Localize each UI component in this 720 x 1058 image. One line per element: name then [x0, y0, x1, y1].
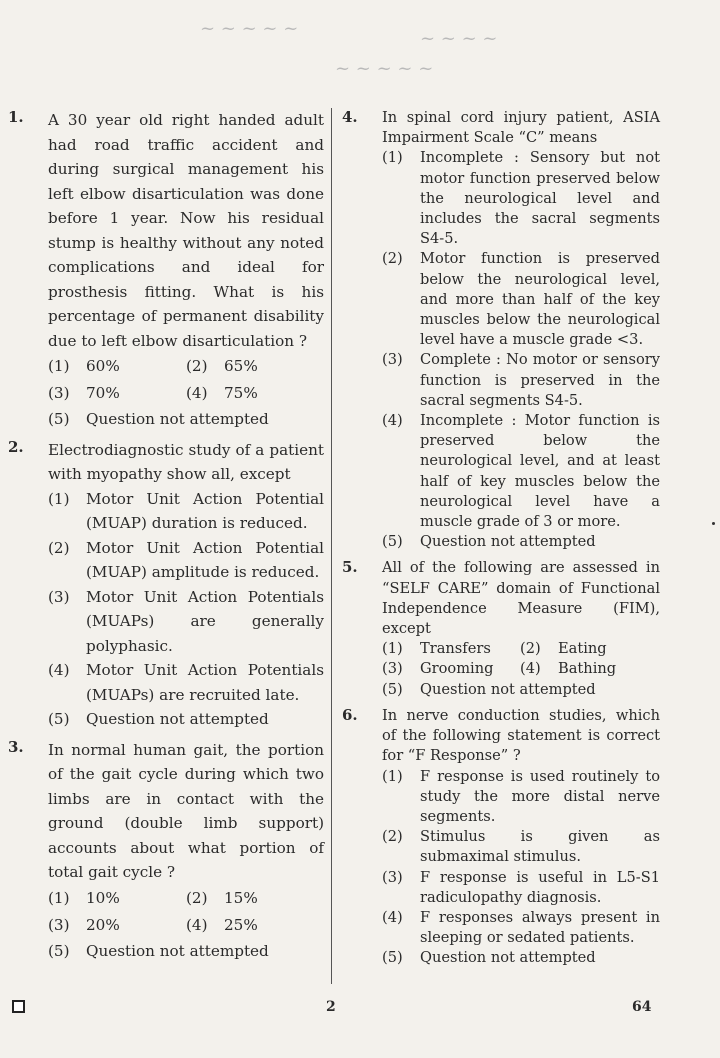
- option: [186, 353, 258, 380]
- option: [382, 948, 660, 968]
- option-text: Motor function is preserved below the neurological level, and more than half of the key muscles below the neurological level have a muscle grade <3.: [420, 250, 660, 349]
- option-number: (5): [48, 410, 70, 428]
- option-number: (1): [382, 640, 403, 658]
- option-text: Question not attempted: [86, 410, 269, 428]
- option: [48, 658, 324, 707]
- option-number: (2): [48, 538, 70, 557]
- option-number: (3): [48, 384, 70, 402]
- option: [382, 680, 660, 700]
- option: [48, 407, 324, 432]
- question-number: 6.: [342, 705, 358, 724]
- question-stem: Electrodiagnostic study of a patient with myopathy show all, except: [48, 440, 324, 483]
- option-text: Motor Unit Action Potential (MUAP) duration is reduced.: [86, 489, 324, 532]
- option-number: (2): [382, 828, 403, 846]
- margin-dot: [712, 522, 715, 525]
- option-number: (3): [382, 660, 403, 678]
- option-pair-row: [48, 912, 324, 939]
- option-text: Grooming: [420, 660, 494, 678]
- handwriting-scribble: ~ ~ ~ ~ ~: [335, 58, 434, 79]
- question-block: [8, 108, 324, 432]
- option-number: (3): [48, 915, 70, 934]
- option-text: Question not attempted: [420, 680, 596, 698]
- option: [382, 827, 660, 867]
- footer-square-mark: [12, 1000, 25, 1013]
- option: [186, 912, 258, 939]
- option: [186, 885, 258, 912]
- option: [186, 380, 258, 407]
- option-number: (3): [48, 587, 70, 606]
- option-pair-row: [48, 885, 324, 912]
- option: [382, 639, 520, 659]
- option-text: Motor Unit Action Potentials (MUAPs) are recruited late.: [86, 661, 324, 704]
- option-pair-row: [48, 353, 324, 380]
- option-text: Stimulus is given as submaximal stimulus.: [420, 828, 660, 866]
- question-stem: A 30 year old right handed adult had road traffic accident and during surgical management his left elbow disarticulation was done before 1 year. Now his residual stump is healthy without any noted complications and ideal for prosthesis fitting. What is his percentage of permanent disability due to left elbow disarticulation ?: [48, 111, 324, 350]
- left-column: [8, 108, 324, 969]
- question-block: [342, 108, 660, 552]
- option-text: 25%: [224, 915, 258, 934]
- right-column: [342, 108, 660, 975]
- option-text: F response is useful in L5-S1 radiculopathy diagnosis.: [420, 868, 660, 906]
- option-text: Question not attempted: [86, 941, 269, 960]
- option: [48, 487, 324, 536]
- option-text: Bathing: [558, 660, 617, 678]
- option: [382, 659, 520, 679]
- option: [48, 353, 186, 380]
- option-text: Transfers: [420, 640, 491, 658]
- column-divider: [331, 108, 332, 984]
- question-block: [342, 558, 660, 699]
- option: [382, 908, 660, 948]
- option-text: Motor Unit Action Potential (MUAP) amplitude is reduced.: [86, 538, 324, 581]
- option: [48, 912, 186, 939]
- question-block: [8, 738, 324, 964]
- option-number: (2): [186, 357, 208, 375]
- option-number: (1): [382, 767, 403, 785]
- option-number: (4): [520, 660, 541, 678]
- question-stem: All of the following are assessed in “SELF CARE” domain of Functional Independence Measure (FIM), except: [382, 559, 660, 638]
- option-text: 15%: [224, 888, 258, 907]
- option: [382, 532, 660, 552]
- option-text: Question not attempted: [86, 710, 269, 728]
- option: [48, 585, 324, 659]
- option-number: (5): [382, 533, 403, 551]
- option-number: (2): [520, 640, 541, 658]
- option: [382, 868, 660, 908]
- option-pair-row: [48, 380, 324, 407]
- page-number: 2: [326, 999, 336, 1015]
- option-number: (4): [48, 661, 70, 679]
- option-number: (3): [382, 868, 403, 886]
- option-number: (2): [382, 250, 403, 268]
- option-pair-row: [382, 659, 660, 679]
- option-number: (5): [382, 949, 403, 967]
- option-text: Incomplete : Motor function is preserved below the neurological level, and at least half of key muscles below the neurological level have a muscle grade of 3 or more.: [420, 412, 660, 531]
- option: [520, 659, 616, 679]
- question-stem: In nerve conduction studies, which of the following statement is correct for “F Response” ?: [382, 706, 660, 765]
- option-number: (1): [48, 888, 70, 907]
- question-number: 1.: [8, 108, 24, 126]
- option-text: Incomplete : Sensory but not motor function preserved below the neurological level and includes the sacral segments S4-5.: [420, 149, 660, 248]
- handwriting-scribble: ~ ~ ~ ~ ~: [200, 18, 299, 39]
- option-text: F responses always present in sleeping or sedated patients.: [420, 908, 660, 947]
- option: [48, 380, 186, 407]
- question-number: 5.: [342, 558, 358, 577]
- option-number: (4): [382, 412, 403, 430]
- option: [382, 767, 660, 828]
- option-number: (4): [382, 908, 403, 926]
- option-text: Question not attempted: [420, 949, 596, 967]
- option-text: 65%: [224, 357, 258, 375]
- booklet-code: 64: [632, 999, 652, 1015]
- option: [382, 350, 660, 411]
- option-number: (5): [382, 680, 403, 698]
- option-number: (3): [382, 351, 403, 369]
- option-text: Question not attempted: [420, 533, 596, 551]
- option: [382, 411, 660, 532]
- option: [520, 639, 607, 659]
- option: [48, 707, 324, 732]
- question-number: 2.: [8, 437, 24, 456]
- option: [48, 885, 186, 912]
- question-stem: In spinal cord injury patient, ASIA Impairment Scale “C” means: [382, 109, 660, 147]
- question-number: 4.: [342, 108, 358, 126]
- option-text: Eating: [558, 640, 607, 658]
- option: [48, 536, 324, 585]
- handwriting-scribble: ~ ~ ~ ~: [420, 28, 498, 49]
- option-number: (4): [186, 384, 208, 402]
- option: [382, 249, 660, 350]
- question-block: [8, 438, 324, 732]
- option-number: (2): [186, 888, 208, 907]
- option: [382, 148, 660, 249]
- question-block: [342, 706, 660, 969]
- question-number: 3.: [8, 737, 24, 756]
- option-text: Complete : No motor or sensory function is preserved in the sacral segments S4-5.: [420, 351, 660, 409]
- option-number: (1): [382, 149, 403, 167]
- option-text: F response is used routinely to study the more distal nerve segments.: [420, 767, 660, 825]
- option-text: 70%: [86, 384, 120, 402]
- option: [48, 939, 324, 964]
- option-text: 10%: [86, 888, 120, 907]
- option-pair-row: [382, 639, 660, 659]
- option-number: (1): [48, 489, 70, 508]
- question-stem: In normal human gait, the portion of the gait cycle during which two limbs are in contact with the ground (double limb support) accounts about what portion of total gait cycle ?: [48, 740, 324, 881]
- option-number: (5): [48, 941, 70, 960]
- option-text: 60%: [86, 357, 120, 375]
- option-number: (4): [186, 915, 208, 934]
- option-number: (5): [48, 710, 70, 728]
- option-text: 75%: [224, 384, 258, 402]
- option-text: Motor Unit Action Potentials (MUAPs) are generally polyphasic.: [86, 587, 324, 655]
- option-number: (1): [48, 357, 70, 375]
- option-text: 20%: [86, 915, 120, 934]
